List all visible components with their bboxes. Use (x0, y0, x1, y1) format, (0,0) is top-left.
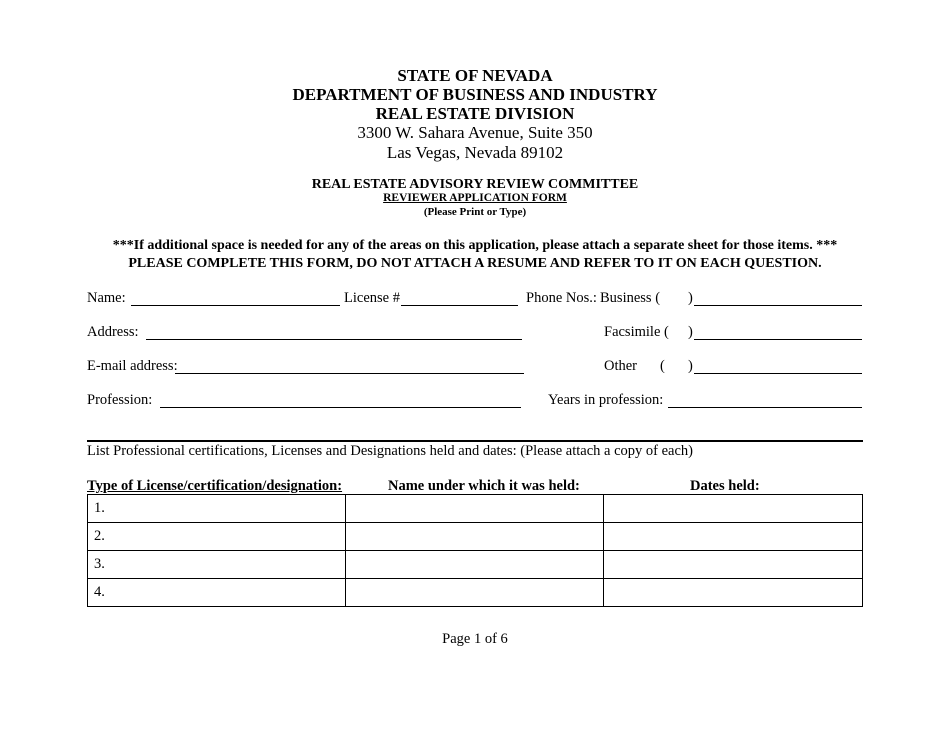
agency-address-city: Las Vegas, Nevada 89102 (386, 143, 564, 162)
name-held-cell[interactable] (345, 523, 604, 551)
name-held-cell[interactable] (345, 495, 604, 523)
facsimile-label: Facsimile ( (604, 324, 669, 340)
table-row (88, 579, 863, 607)
form-title: REVIEWER APPLICATION FORM (383, 192, 567, 204)
license-field[interactable] (401, 290, 518, 306)
other-paren-close: ) (688, 358, 693, 374)
profession-field[interactable] (160, 392, 521, 408)
name-held-cell[interactable] (345, 579, 604, 607)
form-instruction: (Please Print or Type) (423, 206, 527, 218)
agency-state: STATE OF NEVADA (397, 66, 553, 85)
type-cell[interactable]: 2. (88, 523, 346, 551)
name-label: Name: (87, 290, 126, 306)
name-held-cell[interactable] (345, 551, 604, 579)
column-header-dates: Dates held: (690, 478, 760, 494)
other-phone-label: Other (604, 358, 638, 374)
type-cell[interactable]: 4. (88, 579, 346, 607)
table-row (88, 551, 863, 579)
facsimile-paren: ) (688, 324, 693, 340)
address-field[interactable] (146, 324, 522, 340)
committee-name: REAL ESTATE ADVISORY REVIEW COMMITTEE (311, 177, 639, 192)
certifications-intro: List Professional certifications, Licenses and Designations held and dates: (Please attach a copy of each) (87, 443, 693, 459)
agency-address-street: 3300 W. Sahara Avenue, Suite 350 (357, 123, 593, 142)
section-divider (87, 440, 863, 442)
years-label: Years in profession: (548, 392, 664, 408)
page-number: Page 1 of 6 (442, 631, 508, 647)
column-header-name: Name under which it was held: (388, 478, 580, 494)
notice-no-resume: PLEASE COMPLETE THIS FORM, DO NOT ATTACH A RESUME AND REFER TO IT ON EACH QUESTION. (128, 256, 822, 271)
type-cell[interactable]: 1. (88, 495, 346, 523)
years-field[interactable] (668, 392, 862, 408)
phone-label: Phone Nos.: (526, 290, 597, 306)
type-cell[interactable]: 3. (88, 551, 346, 579)
business-paren: ) (688, 290, 693, 306)
notice-additional-space: ***If additional space is needed for any of the areas on this application, please attach a separate sheet for those items. *** (112, 238, 838, 253)
other-paren-open: ( (660, 358, 665, 374)
business-phone-field[interactable] (694, 290, 862, 306)
dates-cell[interactable] (604, 523, 863, 551)
license-label: License # (344, 290, 400, 306)
profession-label: Profession: (87, 392, 153, 408)
other-phone-field[interactable] (694, 358, 862, 374)
dates-cell[interactable] (604, 495, 863, 523)
name-field[interactable] (131, 290, 340, 306)
facsimile-field[interactable] (694, 324, 862, 340)
agency-department: DEPARTMENT OF BUSINESS AND INDUSTRY (292, 85, 658, 104)
dates-cell[interactable] (604, 551, 863, 579)
email-field[interactable] (175, 358, 524, 374)
column-header-type: Type of License/certification/designation: (87, 478, 343, 494)
address-label: Address: (87, 324, 139, 340)
dates-cell[interactable] (604, 579, 863, 607)
business-phone-label: Business ( (600, 290, 661, 306)
table-row (88, 495, 863, 523)
certifications-table (87, 494, 863, 607)
agency-division: REAL ESTATE DIVISION (375, 104, 575, 123)
email-label: E-mail address: (87, 358, 178, 374)
table-row (88, 523, 863, 551)
